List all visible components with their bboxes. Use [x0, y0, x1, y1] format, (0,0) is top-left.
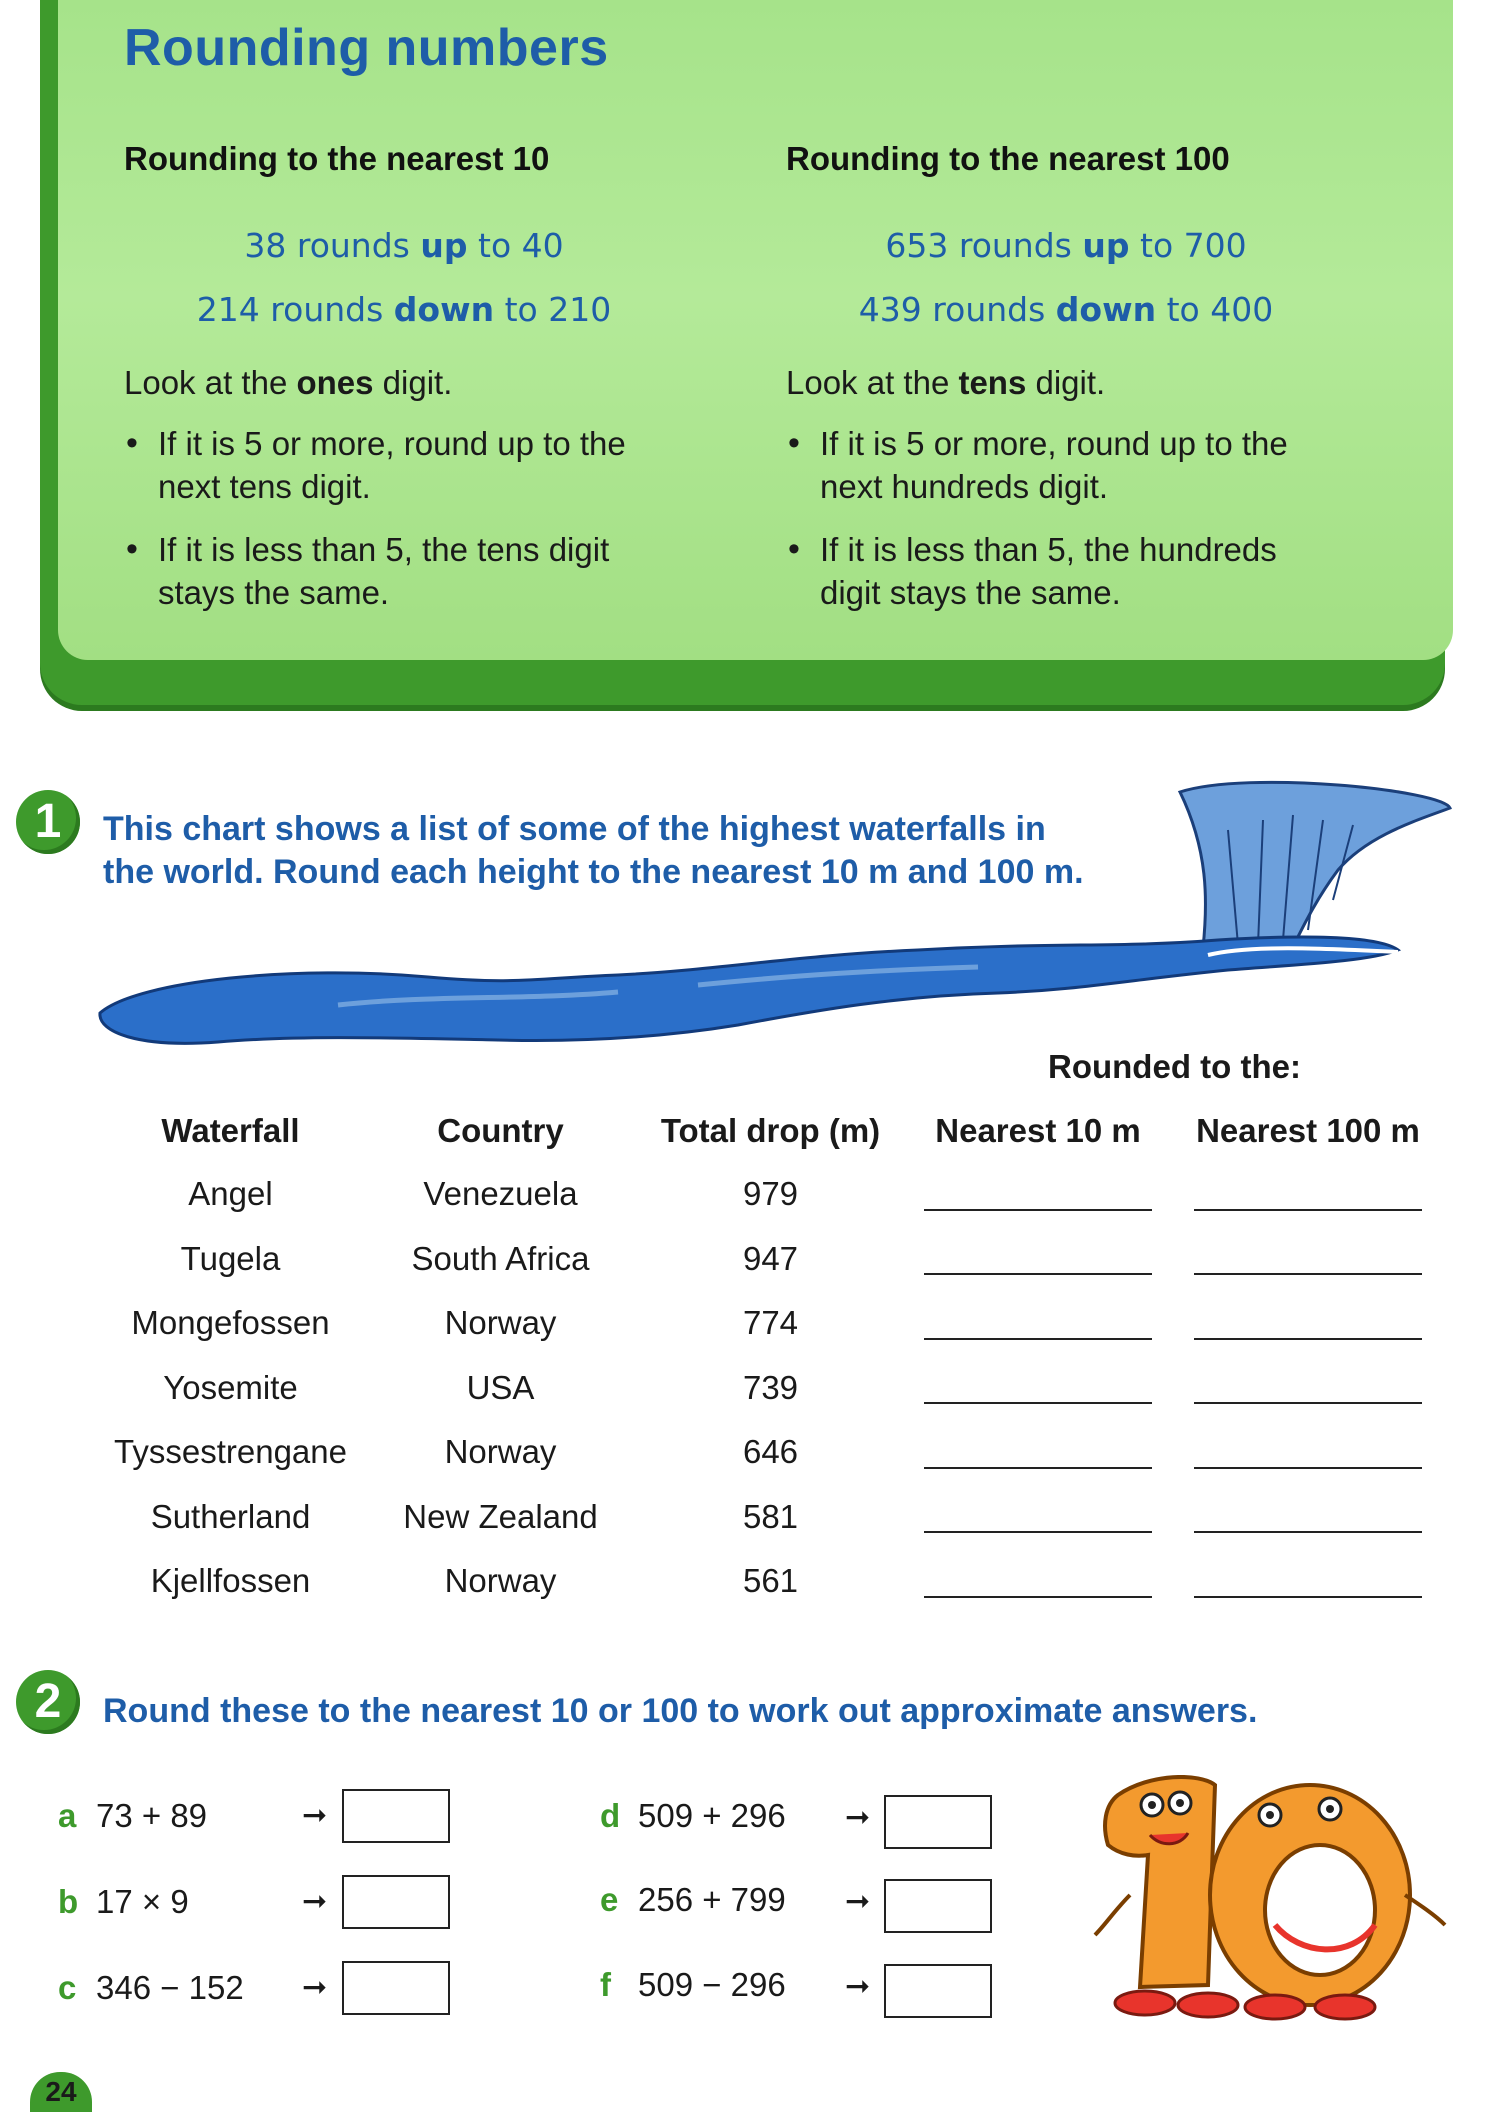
answer-line-100[interactable] — [1194, 1441, 1422, 1469]
table-row: Mongefossen Norway 774 — [98, 1291, 1443, 1356]
calc-d: d 509 + 296 — [600, 1797, 786, 1834]
rule-stay-same: • If it is less than 5, the tens digit stays the same. — [124, 528, 684, 614]
table-row: Kjellfossen Norway 561 — [98, 1549, 1443, 1614]
rule-round-up: • If it is 5 or more, round up to the next hundreds digit. — [786, 422, 1346, 508]
answer-line-10[interactable] — [924, 1505, 1152, 1533]
question-1-text: This chart shows a list of some of the highest waterfalls in the world. Round each height to the nearest 10 m and 100 m. — [103, 810, 1084, 891]
answer-line-10[interactable] — [924, 1570, 1152, 1598]
waterfall-table — [98, 1100, 1443, 1614]
arrow-icon: ➞ — [302, 1799, 328, 1832]
header-nearest-10: Nearest 10 m — [935, 1112, 1141, 1149]
answer-line-10[interactable] — [924, 1247, 1152, 1275]
answer-box-d[interactable] — [884, 1795, 992, 1849]
answer-line-100[interactable] — [1194, 1570, 1422, 1598]
look-at-ones: Look at the ones digit. — [124, 364, 453, 401]
table-row: Tyssestrengane Norway 646 — [98, 1420, 1443, 1485]
look-at-tens: Look at the tens digit. — [786, 364, 1106, 401]
header-total-drop: Total drop (m) — [660, 1112, 881, 1149]
answer-box-c[interactable] — [342, 1961, 450, 2015]
answer-box-b[interactable] — [342, 1875, 450, 1929]
answer-line-100[interactable] — [1194, 1505, 1422, 1533]
arrow-icon: ➞ — [302, 1885, 328, 1918]
nearest-10-column — [124, 140, 684, 614]
example-214: 214 rounds down to 210 — [196, 290, 612, 329]
nearest-10-heading: Rounding to the nearest 10 — [124, 140, 550, 177]
calc-e: e 256 + 799 — [600, 1881, 786, 1918]
header-nearest-100: Nearest 100 m — [1196, 1112, 1420, 1149]
question-1-badge: 1 — [16, 790, 80, 854]
table-row: Angel Venezuela 979 — [98, 1162, 1443, 1227]
rule-stay-same: • If it is less than 5, the hundreds digit stays the same. — [786, 528, 1346, 614]
nearest-100-examples — [786, 214, 1346, 342]
nearest-100-column — [786, 140, 1346, 614]
arrow-icon: ➞ — [845, 1801, 871, 1834]
question-2-text: Round these to the nearest 10 or 100 to work out approximate answers. — [103, 1692, 1258, 1730]
rule-round-up: • If it is 5 or more, round up to the next tens digit. — [124, 422, 684, 508]
example-38: 38 rounds up to 40 — [244, 226, 564, 265]
calc-c: c 346 − 152 — [58, 1969, 244, 2006]
page-title: Rounding numbers — [124, 19, 609, 77]
number-ten-cartoon — [1090, 1775, 1460, 2025]
answer-line-100[interactable] — [1194, 1183, 1422, 1211]
table-row: Sutherland New Zealand 581 — [98, 1485, 1443, 1550]
answer-line-10[interactable] — [924, 1183, 1152, 1211]
table-row: Yosemite USA 739 — [98, 1356, 1443, 1421]
arrow-icon: ➞ — [302, 1971, 328, 2004]
header-country: Country — [437, 1112, 564, 1149]
answer-line-100[interactable] — [1194, 1312, 1422, 1340]
answer-line-100[interactable] — [1194, 1247, 1422, 1275]
calc-f: f 509 − 296 — [600, 1966, 786, 2003]
arrow-icon: ➞ — [845, 1970, 871, 2003]
answer-box-a[interactable] — [342, 1789, 450, 1843]
header-waterfall: Waterfall — [161, 1112, 300, 1149]
table-header-row — [98, 1100, 1443, 1162]
example-653: 653 rounds up to 700 — [885, 226, 1247, 265]
waterfall-illustration — [98, 780, 1458, 1055]
example-439: 439 rounds down to 400 — [858, 290, 1274, 329]
table-row: Tugela South Africa 947 — [98, 1227, 1443, 1292]
rounded-to-label: Rounded to the: — [1048, 1048, 1301, 1085]
nearest-10-examples — [124, 214, 684, 342]
answer-line-10[interactable] — [924, 1312, 1152, 1340]
arrow-icon: ➞ — [845, 1885, 871, 1918]
nearest-10-rules — [124, 422, 684, 614]
page-number: 24 — [30, 2072, 92, 2112]
answer-line-10[interactable] — [924, 1376, 1152, 1404]
answer-line-100[interactable] — [1194, 1376, 1422, 1404]
calc-b: b 17 × 9 — [58, 1883, 189, 1920]
answer-line-10[interactable] — [924, 1441, 1152, 1469]
nearest-100-heading: Rounding to the nearest 100 — [786, 140, 1230, 177]
nearest-100-rules — [786, 422, 1346, 614]
question-2-badge: 2 — [16, 1670, 80, 1734]
calc-a: a 73 + 89 — [58, 1797, 208, 1834]
answer-box-f[interactable] — [884, 1964, 992, 2018]
answer-box-e[interactable] — [884, 1879, 992, 1933]
